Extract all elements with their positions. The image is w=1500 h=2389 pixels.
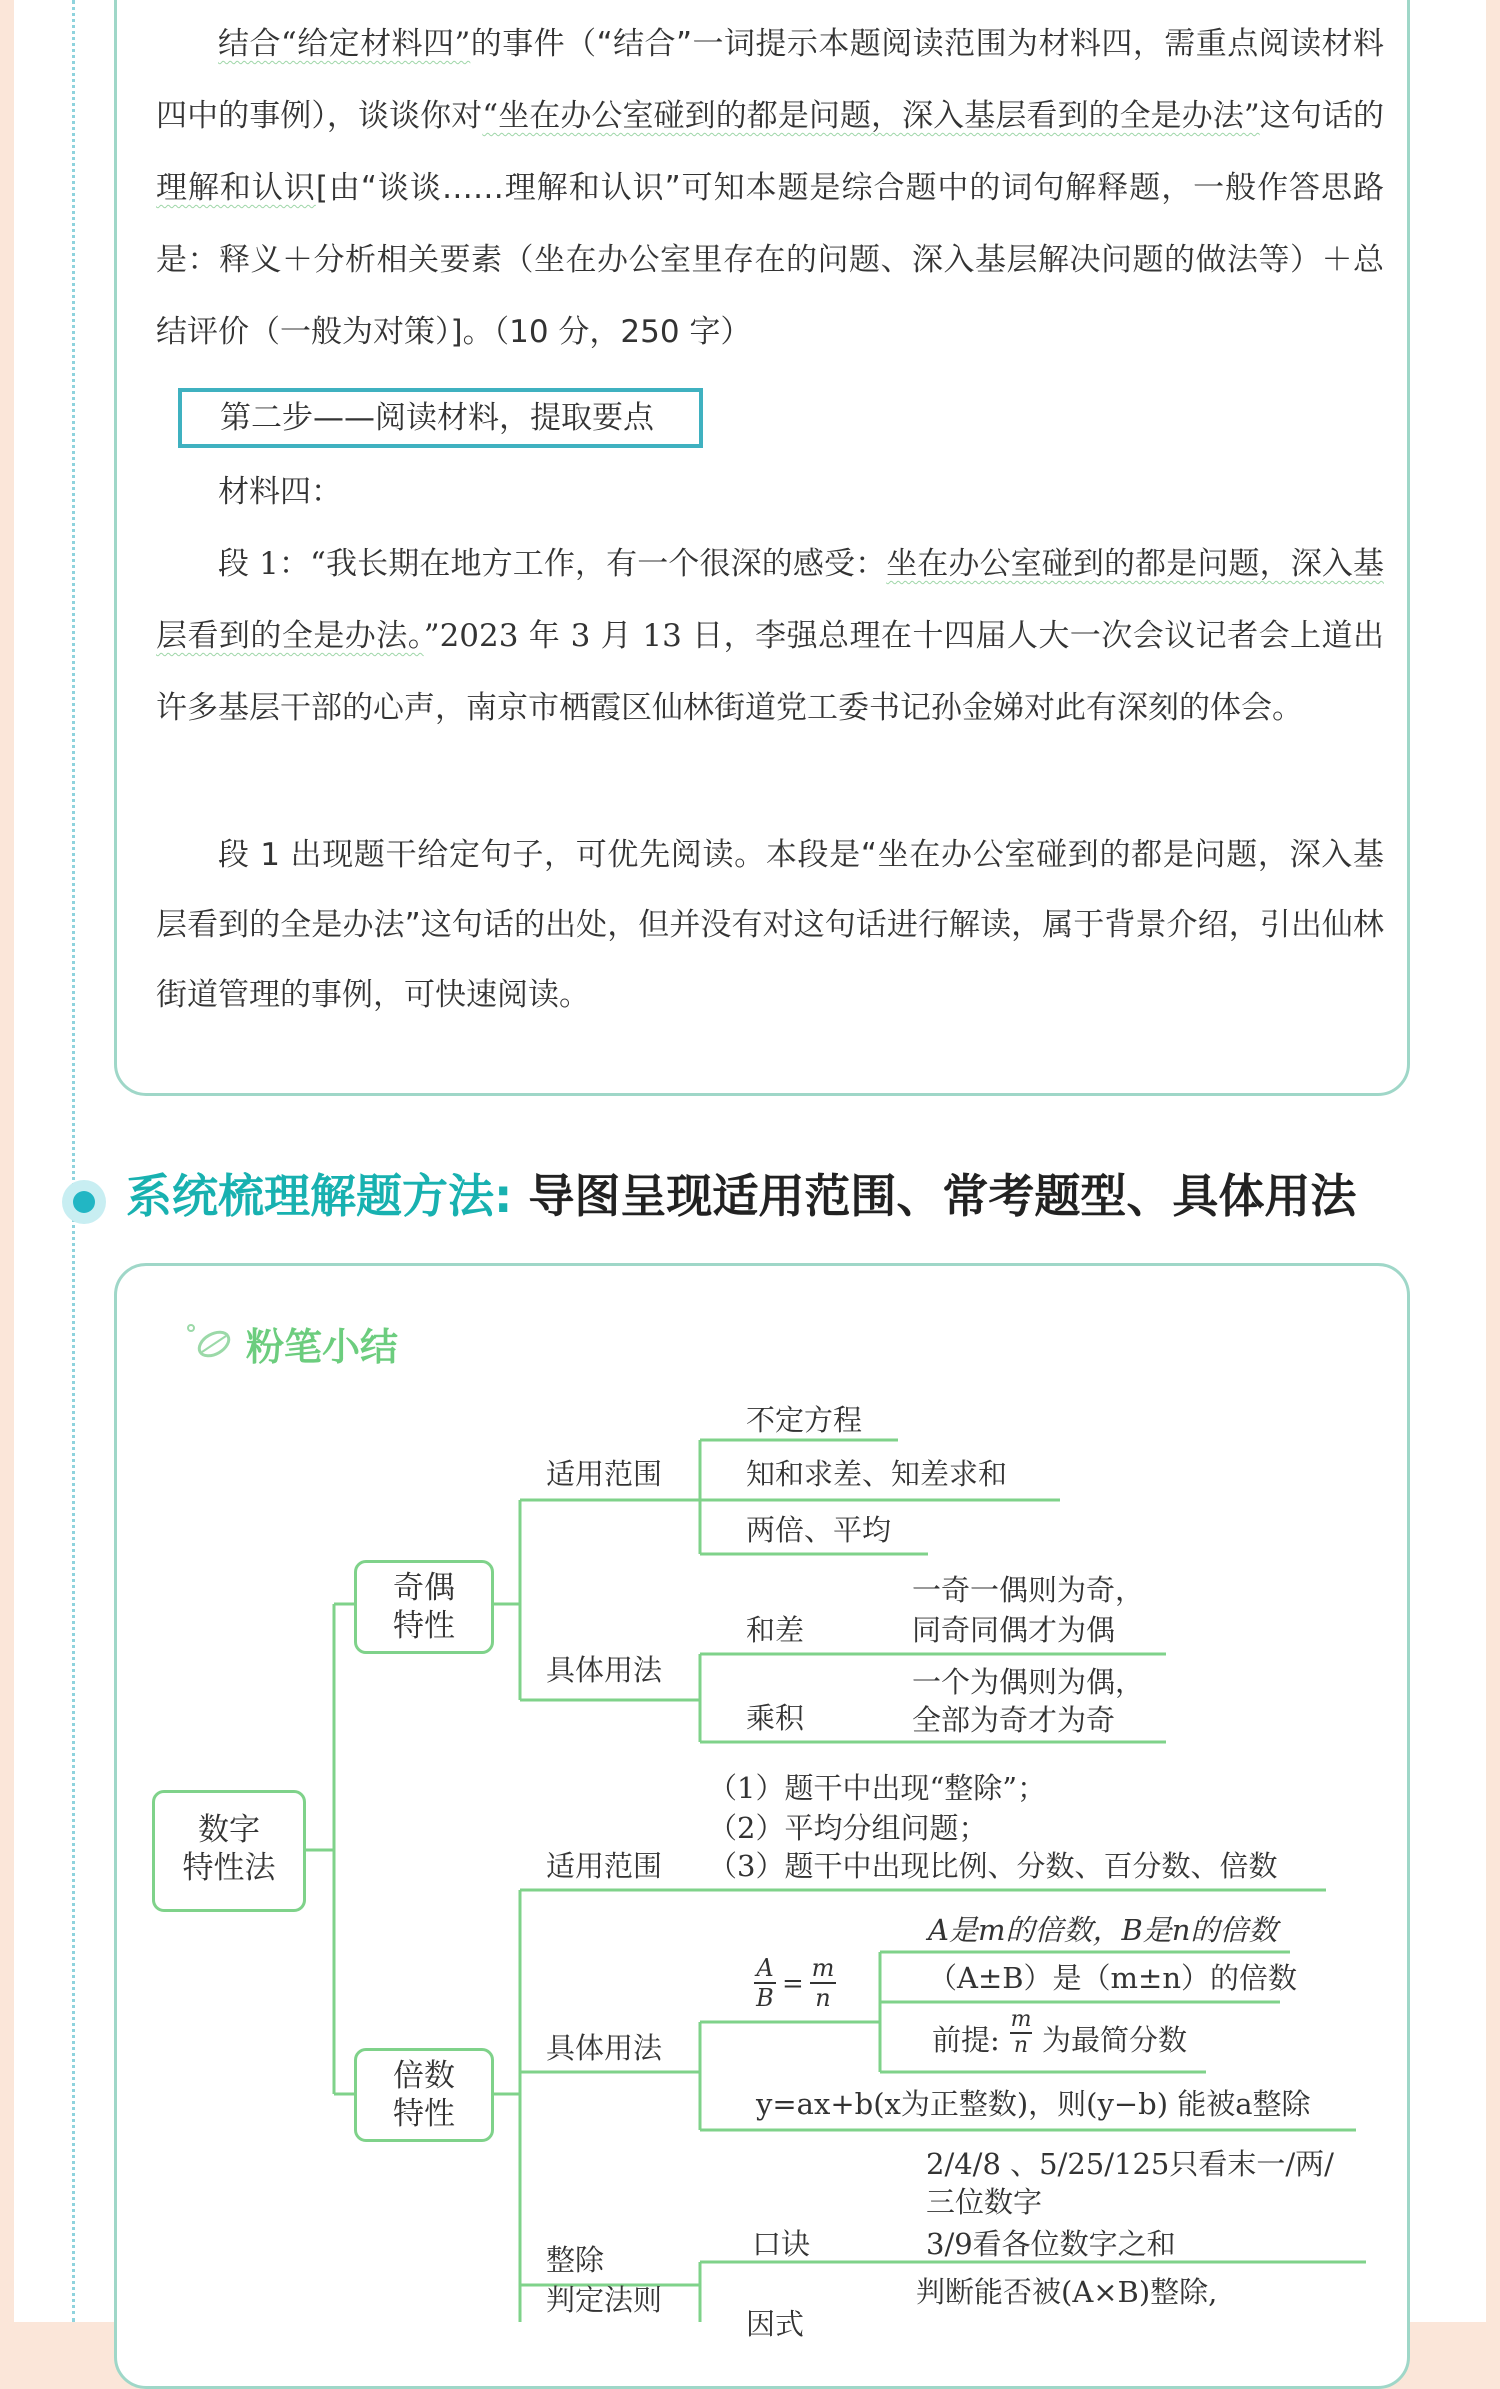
ratio-item-3: 为最简分数 [1042, 2023, 1188, 2057]
linear-rule: y=ax+b(x为正整数)，则(y−b) 能被a整除 [756, 2087, 1311, 2121]
divis-label-2: 判定法则 [546, 2283, 663, 2317]
intro-quote-1: “给定材料四” [280, 26, 471, 62]
para1-quote: 坐在办公室碰到的都是问题，深入基层看到的全是办法。 [156, 546, 1384, 654]
odd-line-1: 奇偶 [393, 1570, 455, 1606]
sum-rule-2: 同奇同偶才为偶 [912, 1613, 1116, 1647]
fraction-ab [754, 1954, 776, 2012]
intro-text-3: 这句话的 [1259, 98, 1385, 134]
summary-label: 粉笔小结 [246, 1325, 399, 1369]
mult-line-2: 特性 [393, 2096, 455, 2132]
multiple-node [354, 2048, 494, 2142]
mult-scope-item-1: （1）题干中出现“整除”； [708, 1771, 1047, 1805]
divis-label-1: 整除 [546, 2243, 605, 2277]
odd-scope-item-2: 知和求差、知差求和 [746, 1457, 1008, 1491]
premise-m: m [1010, 2007, 1032, 2032]
ratio-item-2: （A±B）是（m±n）的倍数 [928, 1961, 1298, 1995]
intro-text-2: 的事件（“结合”一词提示本题阅读范围为材料四，需重点阅读材料四中的事例），谈谈你对 [156, 26, 1385, 134]
odd-even-node [354, 1560, 494, 1654]
sum-label: 和差 [746, 1613, 805, 1647]
factor-label: 因式 [746, 2307, 805, 2341]
premise-n: n [1013, 2033, 1029, 2058]
fraction-mn [810, 1954, 836, 2012]
premise-label: 前提: [932, 2023, 1000, 2057]
mult-scope-item-3: （3）题干中出现比例、分数、百分数、倍数 [708, 1849, 1278, 1883]
verse-item-1: 2/4/8 、5/25/125只看末一/两/ [926, 2147, 1334, 2181]
root-line-2: 特性法 [182, 1850, 276, 1886]
root-line-1: 数字 [198, 1812, 260, 1848]
material-label: 材料四： [218, 474, 342, 510]
mult-scope-item-2: （2）平均分组问题； [708, 1811, 988, 1845]
fraction-equals: = [782, 1969, 804, 1999]
mult-scope-label: 适用范围 [546, 1849, 663, 1883]
product-rule-2: 全部为奇才为奇 [912, 1703, 1116, 1737]
odd-line-2: 特性 [393, 1608, 455, 1644]
ratio-item-1: A是m的倍数，B是n的倍数 [928, 1913, 1278, 1947]
factor-item: 判断能否被(A×B)整除, [916, 2275, 1218, 2309]
fraction-a: A [754, 1954, 776, 1984]
para2-text: 段 1 出现题干给定句子，可优先阅读。本段是“坐在办公室碰到的都是问题，深入基层看到的全是办法”这句话的出处，但并没有对这句话进行解读，属于背景介绍，引出仙林街道管理的事例，可快速阅读。 [156, 837, 1384, 1013]
section-title-rest: 导图呈现适用范围、常考题型、具体用法 [512, 1169, 1357, 1223]
fraction-b: B [756, 1984, 774, 2012]
odd-scope-label: 适用范围 [546, 1457, 663, 1491]
verse-item-3: 3/9看各位数字之和 [926, 2227, 1176, 2261]
section-title-highlight: 系统梳理解题方法: [126, 1169, 513, 1223]
sum-rule-1: 一奇一偶则为奇， [912, 1573, 1145, 1607]
odd-scope-item-1: 不定方程 [746, 1403, 863, 1437]
intro-quote-3: 理解和认识 [156, 170, 316, 206]
intro-text-1: 结合 [218, 26, 281, 62]
mult-line-1: 倍数 [393, 2058, 455, 2094]
odd-scope-item-3: 两倍、平均 [746, 1513, 892, 1547]
premise-fraction [1010, 2008, 1032, 2058]
odd-usage-label: 具体用法 [546, 1653, 663, 1687]
verse-label: 口诀 [752, 2227, 811, 2261]
mult-usage-label: 具体用法 [546, 2031, 663, 2065]
root-node [152, 1790, 306, 1912]
para1-prefix: 段 1：“我长期在地方工作，有一个很深的感受： [218, 546, 887, 582]
product-label: 乘积 [746, 1701, 805, 1735]
fraction-n: n [815, 1984, 831, 2012]
step-two-box: 第二步——阅读材料，提取要点 [178, 388, 703, 448]
intro-quote-2: “坐在办公室碰到的都是问题，深入基层看到的全是办法” [482, 98, 1260, 134]
verse-item-2: 三位数字 [926, 2185, 1043, 2219]
product-rule-1: 一个为偶则为偶， [912, 1665, 1145, 1699]
fraction-m: m [811, 1954, 835, 1982]
intro-text-4: [由“谈谈……理解和认识”可知本题是综合题中的词句解释题，一般作答思路是：释义＋分析相关要素（坐在办公室里存在的问题、深入基层解决问题的做法等）＋总结评价（一般为对策）]。（10 分，250 字） [156, 170, 1384, 350]
para1-rest: ”2023 年 3 月 13 日，李强总理在十四届人大一次会议记者会上道出许多基层干部的心声，南京市栖霞区仙林街道党工委书记孙金娣对此有深刻的体会。 [156, 618, 1384, 726]
